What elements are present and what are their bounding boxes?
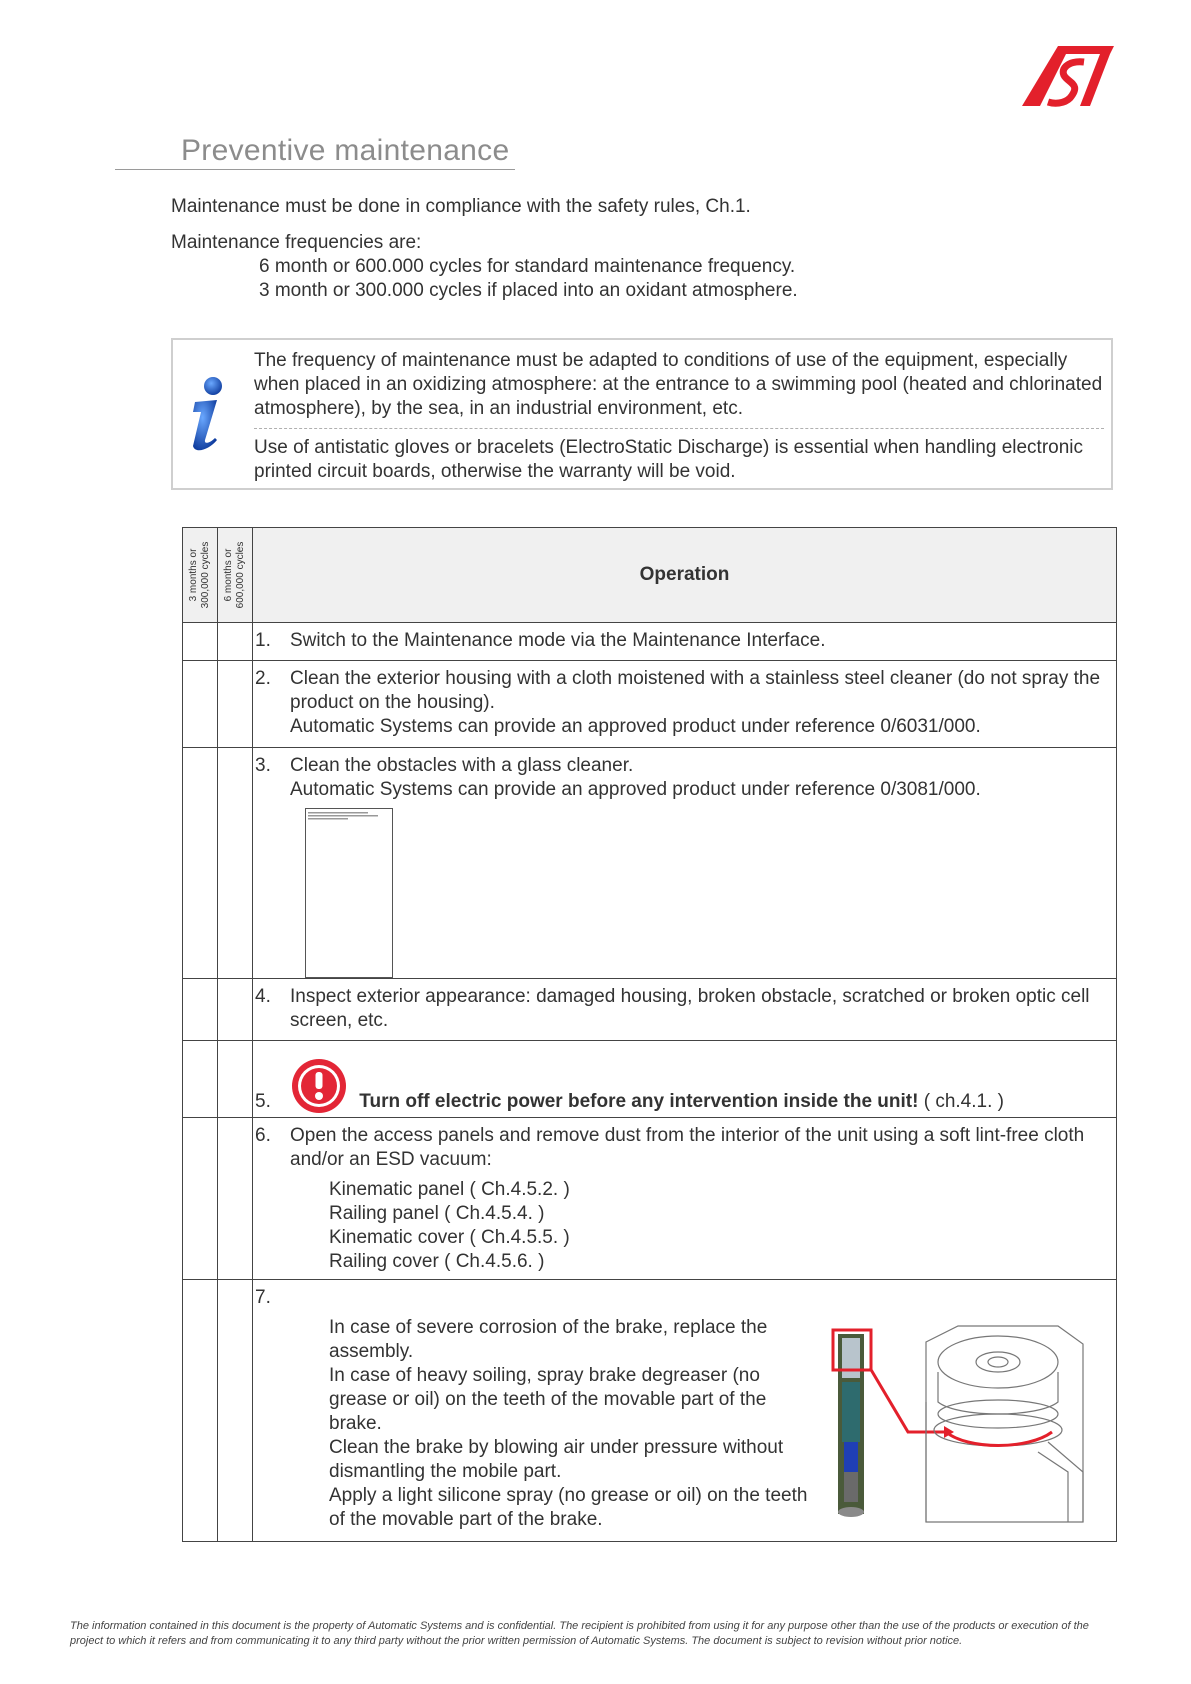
table-row bbox=[183, 979, 1117, 1041]
page-title: Preventive maintenance bbox=[181, 134, 510, 167]
row-number: 2. bbox=[255, 668, 271, 689]
note-separator bbox=[254, 428, 1104, 429]
row-number: 4. bbox=[255, 986, 271, 1007]
table-row bbox=[183, 1118, 1117, 1280]
frequencies-label: Maintenance frequencies are: bbox=[171, 232, 422, 253]
frequency-oxidant: 3 month or 300.000 cycles if placed into an oxidant atmosphere. bbox=[259, 280, 798, 301]
table-row bbox=[183, 1280, 1117, 1542]
section-heading bbox=[115, 132, 515, 170]
list-item: Kinematic panel ( Ch.4.5.2. ) bbox=[329, 1179, 570, 1200]
row-text: Clean the obstacles with a glass cleaner. bbox=[290, 755, 634, 776]
thumbnail-text-lines bbox=[308, 811, 392, 823]
row-text: Open the access panels and remove dust from the interior of the unit using a soft lint-free cloth and/or an ESD vacuum: bbox=[290, 1125, 1085, 1170]
col-6-months-header bbox=[218, 528, 253, 623]
row-number: 5. bbox=[255, 1091, 271, 1112]
table-header-row bbox=[183, 528, 1117, 623]
operation-header: Operation bbox=[253, 528, 1117, 623]
footer-disclaimer: The information contained in this document is the property of Automatic Systems and is confidential. The recipient is prohibited from using it for any purpose other than the use of the products or execution of the project to which it refers and from communicating it to any third party without the prior written permission of Automatic Systems. The document is subject to revision without prior notice. bbox=[70, 1620, 1089, 1647]
col1-line1: 3 months or bbox=[188, 548, 199, 602]
list-item: Clean the brake by blowing air under pressure without dismantling the mobile part. bbox=[329, 1437, 784, 1482]
row-number: 7. bbox=[255, 1287, 271, 1308]
row-text: Switch to the Maintenance mode via the Maintenance Interface. bbox=[290, 630, 826, 651]
table-row bbox=[183, 1041, 1117, 1118]
row-number: 3. bbox=[255, 755, 271, 776]
info-icon bbox=[183, 376, 227, 452]
col2-line1: 6 months or bbox=[223, 548, 234, 602]
row-number: 1. bbox=[255, 630, 271, 651]
note-frequency-text: The frequency of maintenance must be adapted to conditions of use of the equipment, especially when placed in an oxidizing atmosphere: at the entrance to a swimming pool (heated and chlorinated atmosphere), by the sea, in an industrial environment, etc. bbox=[254, 350, 1103, 419]
maintenance-table bbox=[182, 527, 1117, 1542]
info-note bbox=[171, 338, 1113, 490]
row-number: 6. bbox=[255, 1125, 271, 1146]
list-item: In case of heavy soiling, spray brake degreaser (no grease or oil) on the teeth of the movable part of the brake. bbox=[329, 1365, 767, 1434]
list-item: Railing panel ( Ch.4.5.4. ) bbox=[329, 1203, 545, 1224]
col-3-months-header bbox=[183, 528, 218, 623]
warning-reference: ( ch.4.1. ) bbox=[918, 1091, 1004, 1112]
embedded-document-thumbnail bbox=[305, 808, 393, 978]
row-reference: Automatic Systems can provide an approved product under reference 0/3081/000. bbox=[290, 779, 981, 800]
note-esd-text: Use of antistatic gloves or bracelets (ElectroStatic Discharge) is essential when handling electronic printed circuit boards, otherwise the warranty will be void. bbox=[254, 437, 1084, 482]
warning-text: Turn off electric power before any intervention inside the unit! bbox=[359, 1091, 919, 1112]
list-item: Railing cover ( Ch.4.5.6. ) bbox=[329, 1251, 545, 1272]
warning-icon bbox=[290, 1057, 348, 1115]
brake-assembly-illustration bbox=[828, 1322, 1098, 1532]
col1-line2: 300,000 cycles bbox=[200, 541, 211, 609]
list-item: In case of severe corrosion of the brake, replace the assembly. bbox=[329, 1317, 768, 1362]
row-text: Clean the exterior housing with a cloth moistened with a stainless steel cleaner (do not spray the product on the housing). bbox=[290, 668, 1101, 713]
list-item: Kinematic cover ( Ch.4.5.5. ) bbox=[329, 1227, 570, 1248]
row-text: Inspect exterior appearance: damaged housing, broken obstacle, scratched or broken optic cell screen, etc. bbox=[290, 986, 1090, 1031]
col2-line2: 600,000 cycles bbox=[235, 541, 246, 609]
row-reference: Automatic Systems can provide an approved product under reference 0/6031/000. bbox=[290, 716, 981, 737]
list-item: Apply a light silicone spray (no grease or oil) on the teeth of the movable part of the brake. bbox=[329, 1485, 808, 1530]
table-row bbox=[183, 748, 1117, 979]
frequency-standard: 6 month or 600.000 cycles for standard maintenance frequency. bbox=[259, 256, 796, 277]
compliance-text: Maintenance must be done in compliance with the safety rules, Ch.1. bbox=[171, 196, 751, 217]
table-row bbox=[183, 661, 1117, 748]
table-row bbox=[183, 623, 1117, 661]
as-logo bbox=[1018, 42, 1116, 110]
